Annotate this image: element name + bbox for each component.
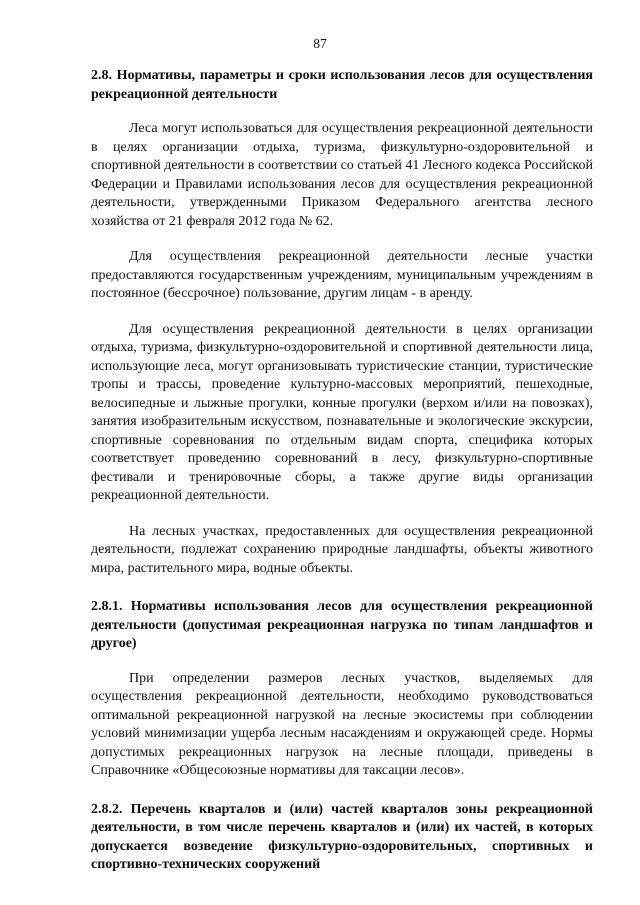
section-heading: 2.8.1. Нормативы использования лесов для осуществления рекреационной деятельности (допустимая рекреационная нагрузка по типам ландшафтов и другое) (91, 599, 593, 651)
paragraph: Леса могут использоваться для осуществления рекреационной деятельности в целях организации отдыха, туризма, физкультурно-оздоровительной и спортивной деятельности в соответствии со статьей 41 Лесного кодекса Российской Федерации и Правилами использования лесов для осуществления рекреационной деятельности, утвержденными Приказом Федерального агентства лесного хозяйства от 21 февраля 2012 года № 62. (91, 121, 593, 229)
paragraph: При определении размеров лесных участков, выделяемых для осуществления рекреационной деятельности, необходимо руководствоваться оптимальной рекреационной нагрузкой на лесные экосистемы при соблюдении условий минимизации ущерба лесным насаждениям и окружающей среде. Нормы допустимых рекреационных нагрузок на лесные площади, приведены в Справочнике «Общесоюзные нормативы для таксации лесов». (91, 670, 593, 778)
section-heading: 2.8. Нормативы, параметры и сроки использования лесов для осуществления рекреационной деятельности (91, 68, 593, 102)
paragraph: На лесных участках, предоставленных для осуществления рекреационной деятельности, подлежат сохранению природные ландшафты, объекты животного мира, растительного мира, водные объекты. (91, 523, 593, 576)
document-body (91, 67, 593, 891)
page-number: 87 (313, 36, 327, 51)
paragraph: Для осуществления рекреационной деятельности в целях организации отдыха, туризма, физкультурно-оздоровительной и спортивной деятельности лица, использующие леса, могут организовывать туристические станции, туристические тропы и трассы, проведение культурно-массовых мероприятий, пешеходные, велосипедные и лыжные прогулки, конные прогулки (верхом и/или на повозках), занятия изобразительным искусством, познавательные и экологические экскурсии, спортивные соревнования по отдельным видам спорта, специфика которых соответствует проведению соревнований в лесу, физкультурно-спортивные фестивали и тренировочные сборы, а также другие виды организации рекреационной деятельности. (91, 321, 593, 503)
paragraph: Для осуществления рекреационной деятельности лесные участки предоставляются государственным учреждениям, муниципальным учреждениям в постоянное (бессрочное) пользование, другим лицам - в аренду. (91, 249, 593, 301)
section-heading: 2.8.2. Перечень кварталов и (или) частей кварталов зоны рекреационной деятельности, в том числе перечень кварталов и (или) их частей, в которых допускается возведение физкультурно-оздоровительных, спортивных и спортивно-технических сооружений (91, 801, 593, 872)
